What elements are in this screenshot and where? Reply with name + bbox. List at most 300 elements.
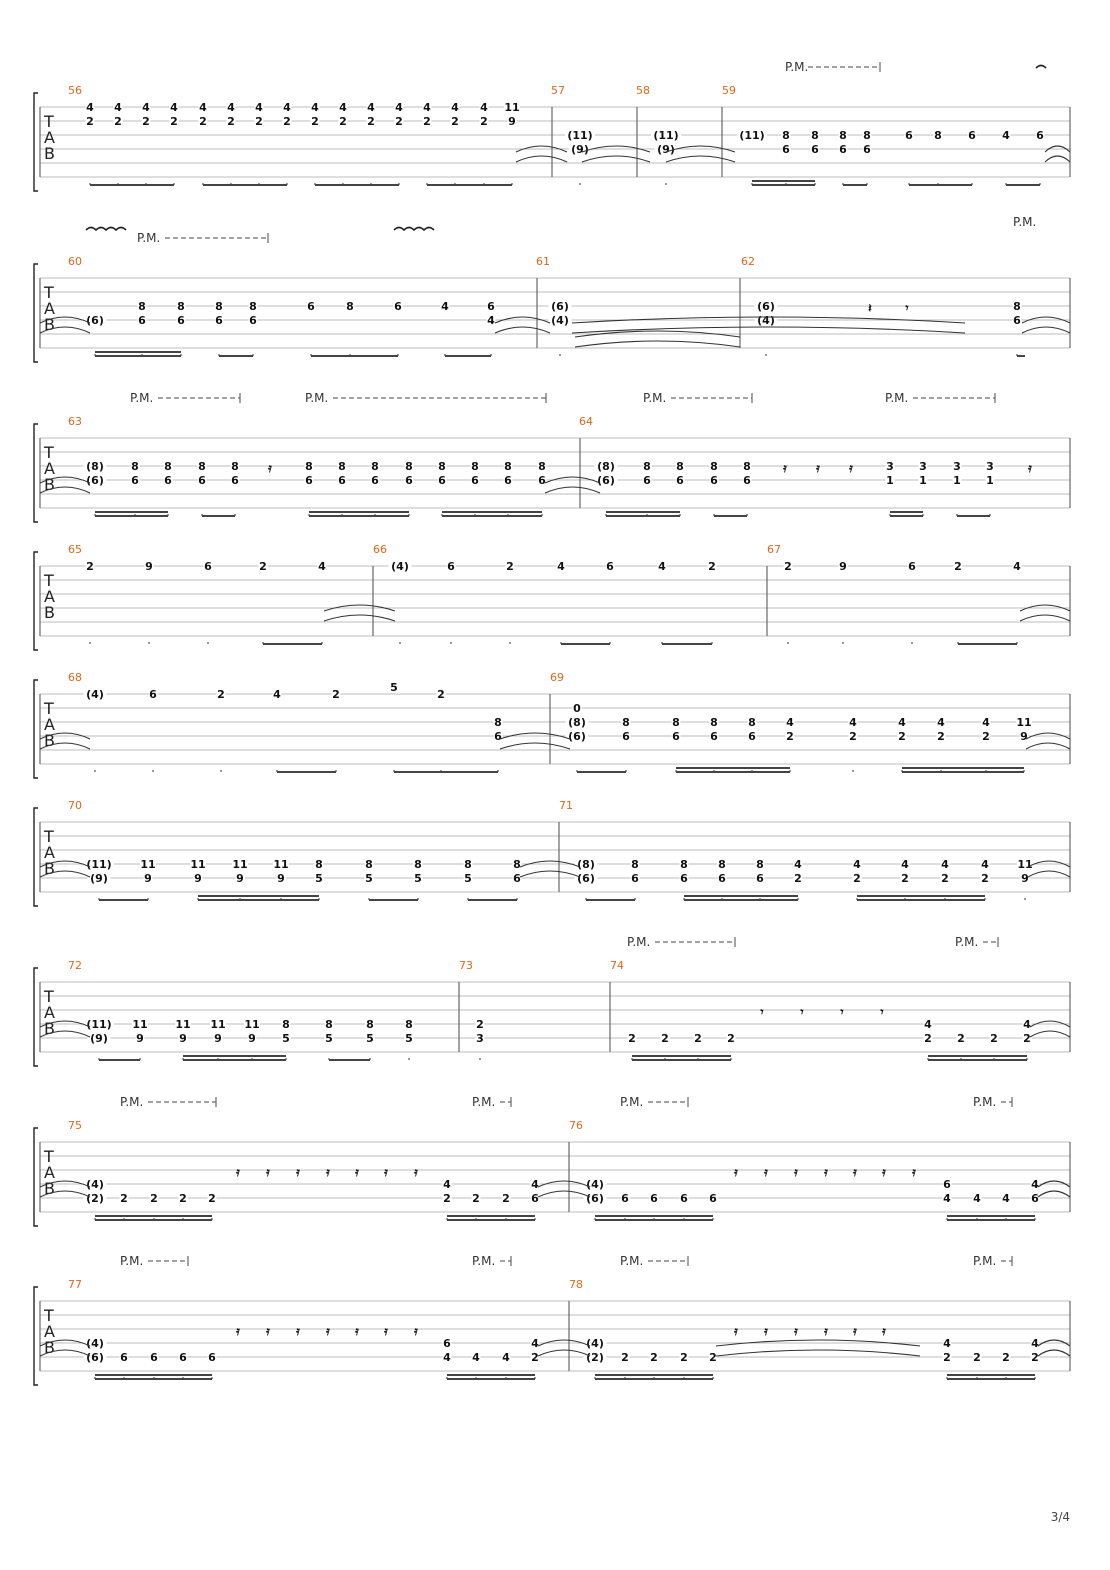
fret-number: 6 bbox=[504, 474, 512, 487]
fret-number: 4 bbox=[480, 101, 488, 114]
fret-number: 8 bbox=[710, 460, 718, 473]
fret-number: 4 bbox=[1031, 1178, 1039, 1191]
fret-number: 2 bbox=[502, 1192, 510, 1205]
fret-number: 6 bbox=[968, 129, 976, 142]
rest-symbol: 𝄿 bbox=[882, 1324, 886, 1338]
system-brace bbox=[34, 680, 38, 778]
tab-system bbox=[34, 543, 1070, 650]
fret-number: 8 bbox=[405, 1018, 413, 1031]
fret-number: 6 bbox=[621, 1192, 629, 1205]
rest-symbol: 𝄿 bbox=[764, 1165, 768, 1179]
fret-number: 8 bbox=[198, 460, 206, 473]
fret-number: (4) bbox=[86, 688, 104, 701]
fret-number: 2 bbox=[150, 1192, 158, 1205]
tab-clef-letter: T bbox=[44, 1147, 54, 1166]
fret-number: (6) bbox=[586, 1192, 604, 1205]
system-brace bbox=[34, 1287, 38, 1385]
rest-symbol: 𝄿 bbox=[853, 1165, 857, 1179]
fret-number: 5 bbox=[464, 872, 472, 885]
fret-number: 11 bbox=[244, 1018, 260, 1031]
fret-number: 8 bbox=[743, 460, 751, 473]
tab-clef-letter: B bbox=[44, 475, 55, 494]
fret-number: 4 bbox=[853, 858, 861, 871]
palm-mute-label: P.M. bbox=[785, 60, 809, 74]
palm-mute-label: P.M. bbox=[120, 1254, 144, 1268]
tab-clef-letter: A bbox=[44, 299, 55, 318]
fret-number: 4 bbox=[273, 688, 281, 701]
measure-number: 70 bbox=[68, 799, 82, 812]
fret-number: 4 bbox=[443, 1351, 451, 1364]
measure-number: 67 bbox=[767, 543, 781, 556]
fret-number: 8 bbox=[249, 300, 257, 313]
fret-number: (4) bbox=[86, 1337, 104, 1350]
fret-number: 8 bbox=[164, 460, 172, 473]
fret-number: 4 bbox=[943, 1337, 951, 1350]
fret-number: 11 bbox=[232, 858, 248, 871]
fret-number: 8 bbox=[471, 460, 479, 473]
tie-arc bbox=[1038, 1191, 1070, 1197]
fret-number: 6 bbox=[676, 474, 684, 487]
fret-number: 2 bbox=[709, 1351, 717, 1364]
fret-number: 1 bbox=[953, 474, 961, 487]
fret-number: 9 bbox=[144, 872, 152, 885]
fret-number: 8 bbox=[177, 300, 185, 313]
tie-arc bbox=[1030, 1031, 1070, 1037]
fret-number: 2 bbox=[506, 560, 514, 573]
fret-number: 6 bbox=[710, 474, 718, 487]
palm-mute-label: P.M. bbox=[472, 1254, 496, 1268]
fret-number: (11) bbox=[653, 129, 679, 142]
measure-number: 62 bbox=[741, 255, 755, 268]
palm-mute-label: P.M. bbox=[1013, 215, 1037, 229]
fret-number: (2) bbox=[586, 1351, 604, 1364]
fret-number: 2 bbox=[451, 115, 459, 128]
tab-clef-letter: T bbox=[44, 827, 54, 846]
rest-symbol: 𝄿 bbox=[236, 1324, 240, 1338]
tab-clef-letter: A bbox=[44, 587, 55, 606]
rest-symbol: 𝄽 bbox=[868, 301, 872, 315]
fret-number: 3 bbox=[953, 460, 961, 473]
fret-number: 4 bbox=[901, 858, 909, 871]
fret-number: 4 bbox=[423, 101, 431, 114]
rest-symbol: 𝄿 bbox=[266, 1324, 270, 1338]
fret-number: 4 bbox=[658, 560, 666, 573]
rest-symbol: 𝄾 bbox=[840, 1005, 844, 1019]
fret-number: 2 bbox=[694, 1032, 702, 1045]
fret-number: 4 bbox=[142, 101, 150, 114]
fret-number: 2 bbox=[786, 730, 794, 743]
rest-symbol: 𝄿 bbox=[882, 1165, 886, 1179]
fret-number: 1 bbox=[919, 474, 927, 487]
rest-symbol: 𝄿 bbox=[794, 1165, 798, 1179]
fret-number: 4 bbox=[924, 1018, 932, 1031]
tab-clef-letter: B bbox=[44, 144, 55, 163]
fret-number: 4 bbox=[283, 101, 291, 114]
fret-number: 4 bbox=[318, 560, 326, 573]
fret-number: 8 bbox=[305, 460, 313, 473]
tie-arc bbox=[1026, 743, 1070, 749]
fret-number: 8 bbox=[438, 460, 446, 473]
rest-symbol: 𝄿 bbox=[853, 1324, 857, 1338]
fret-number: 2 bbox=[208, 1192, 216, 1205]
fret-number: 4 bbox=[227, 101, 235, 114]
fret-number: 2 bbox=[259, 560, 267, 573]
fret-number: (8) bbox=[577, 858, 595, 871]
fret-number: 6 bbox=[782, 143, 790, 156]
fret-number: 2 bbox=[990, 1032, 998, 1045]
fret-number: (4) bbox=[586, 1178, 604, 1191]
fret-number: (6) bbox=[568, 730, 586, 743]
rest-symbol: 𝄾 bbox=[880, 1005, 884, 1019]
fret-number: 6 bbox=[811, 143, 819, 156]
fret-number: 4 bbox=[487, 314, 495, 327]
fret-number: (6) bbox=[86, 1351, 104, 1364]
fret-number: 9 bbox=[508, 115, 516, 128]
fret-number: 5 bbox=[405, 1032, 413, 1045]
tie-arc bbox=[1020, 615, 1070, 621]
fret-number: 6 bbox=[710, 730, 718, 743]
fret-number: (4) bbox=[391, 560, 409, 573]
fret-number: 2 bbox=[621, 1351, 629, 1364]
fret-number: 9 bbox=[145, 560, 153, 573]
fret-number: 8 bbox=[718, 858, 726, 871]
rest-symbol: 𝄿 bbox=[268, 461, 272, 475]
fret-number: 8 bbox=[676, 460, 684, 473]
fret-number: 2 bbox=[957, 1032, 965, 1045]
fret-number: 4 bbox=[531, 1337, 539, 1350]
fret-number: 4 bbox=[472, 1351, 480, 1364]
fret-number: 6 bbox=[606, 560, 614, 573]
fret-number: 4 bbox=[898, 716, 906, 729]
tab-clef-letter: T bbox=[44, 283, 54, 302]
fret-number: 6 bbox=[756, 872, 764, 885]
fret-number: 8 bbox=[131, 460, 139, 473]
measure-number: 56 bbox=[68, 84, 82, 97]
fret-number: 8 bbox=[934, 129, 942, 142]
fret-number: 2 bbox=[943, 1351, 951, 1364]
fret-number: (6) bbox=[86, 474, 104, 487]
fret-number: 5 bbox=[390, 681, 398, 694]
fret-number: 8 bbox=[215, 300, 223, 313]
fret-number: 2 bbox=[981, 872, 989, 885]
fret-number: 6 bbox=[438, 474, 446, 487]
rest-symbol: 𝄿 bbox=[764, 1324, 768, 1338]
fret-number: (6) bbox=[86, 314, 104, 327]
fret-number: 6 bbox=[1031, 1192, 1039, 1205]
fret-number: 6 bbox=[709, 1192, 717, 1205]
measure-number: 69 bbox=[550, 671, 564, 684]
palm-mute-label: P.M. bbox=[305, 391, 329, 405]
tie-arc bbox=[495, 327, 550, 333]
fret-number: (11) bbox=[86, 858, 112, 871]
rest-symbol: 𝄿 bbox=[296, 1165, 300, 1179]
fret-number: (6) bbox=[757, 300, 775, 313]
rest-symbol: 𝄿 bbox=[849, 461, 853, 475]
fret-number: 4 bbox=[255, 101, 263, 114]
fret-number: 2 bbox=[255, 115, 263, 128]
fret-number: 6 bbox=[177, 314, 185, 327]
fret-number: 2 bbox=[661, 1032, 669, 1045]
fret-number: 6 bbox=[149, 688, 157, 701]
rest-symbol: 𝄿 bbox=[734, 1165, 738, 1179]
fret-number: 2 bbox=[199, 115, 207, 128]
rest-symbol: 𝄿 bbox=[414, 1165, 418, 1179]
tie-arc bbox=[516, 156, 567, 162]
fret-number: 6 bbox=[307, 300, 315, 313]
fret-number: 8 bbox=[414, 858, 422, 871]
fret-number: 2 bbox=[1002, 1351, 1010, 1364]
fret-number: 6 bbox=[905, 129, 913, 142]
fret-number: 6 bbox=[680, 872, 688, 885]
fret-number: 8 bbox=[839, 129, 847, 142]
fret-number: 11 bbox=[190, 858, 206, 871]
fret-number: 4 bbox=[1013, 560, 1021, 573]
fret-number: 6 bbox=[513, 872, 521, 885]
tab-clef-letter: T bbox=[44, 443, 54, 462]
tab-system bbox=[34, 391, 1070, 522]
fret-number: 6 bbox=[908, 560, 916, 573]
tab-clef-letter: A bbox=[44, 715, 55, 734]
tie-arc bbox=[575, 341, 740, 347]
fret-number: 8 bbox=[756, 858, 764, 871]
tie-arc bbox=[1038, 1350, 1070, 1356]
rest-symbol: 𝄿 bbox=[384, 1165, 388, 1179]
fret-number: 2 bbox=[395, 115, 403, 128]
tab-clef-letter: B bbox=[44, 315, 55, 334]
fret-number: 9 bbox=[1020, 730, 1028, 743]
rest-symbol: 𝄿 bbox=[355, 1324, 359, 1338]
rest-symbol: 𝄿 bbox=[816, 461, 820, 475]
fret-number: 4 bbox=[973, 1192, 981, 1205]
fret-number: 4 bbox=[794, 858, 802, 871]
rest-symbol: 𝄾 bbox=[760, 1005, 764, 1019]
fret-number: 6 bbox=[394, 300, 402, 313]
tab-clef-letter: T bbox=[44, 1306, 54, 1325]
fret-number: 6 bbox=[643, 474, 651, 487]
fret-number: 2 bbox=[476, 1018, 484, 1031]
system-brace bbox=[34, 264, 38, 362]
fret-number: 2 bbox=[170, 115, 178, 128]
fret-number: 9 bbox=[839, 560, 847, 573]
measure-number: 63 bbox=[68, 415, 82, 428]
fret-number: 8 bbox=[315, 858, 323, 871]
fret-number: 8 bbox=[863, 129, 871, 142]
fret-number: 2 bbox=[179, 1192, 187, 1205]
fret-number: 2 bbox=[680, 1351, 688, 1364]
fret-number: 4 bbox=[1031, 1337, 1039, 1350]
fret-number: 8 bbox=[325, 1018, 333, 1031]
fret-number: 11 bbox=[1017, 858, 1033, 871]
fret-number: (11) bbox=[86, 1018, 112, 1031]
tab-clef-letter: T bbox=[44, 571, 54, 590]
measure-number: 77 bbox=[68, 1278, 82, 1291]
measure-number: 64 bbox=[579, 415, 593, 428]
fret-number: 4 bbox=[502, 1351, 510, 1364]
fret-number: 11 bbox=[273, 858, 289, 871]
fret-number: 9 bbox=[236, 872, 244, 885]
fret-number: 2 bbox=[311, 115, 319, 128]
fret-number: 2 bbox=[480, 115, 488, 128]
fret-number: 4 bbox=[937, 716, 945, 729]
vibrato-mark bbox=[394, 228, 434, 231]
fret-number: 6 bbox=[680, 1192, 688, 1205]
tab-system bbox=[34, 215, 1070, 362]
fret-number: 6 bbox=[650, 1192, 658, 1205]
fret-number: 5 bbox=[414, 872, 422, 885]
fret-number: (8) bbox=[86, 460, 104, 473]
tab-clef-letter: A bbox=[44, 1003, 55, 1022]
fret-number: 6 bbox=[131, 474, 139, 487]
fret-number: 6 bbox=[718, 872, 726, 885]
fret-number: 9 bbox=[248, 1032, 256, 1045]
fret-number: 6 bbox=[138, 314, 146, 327]
tab-clef-letter: B bbox=[44, 859, 55, 878]
rest-symbol: 𝄿 bbox=[236, 1165, 240, 1179]
fret-number: 9 bbox=[277, 872, 285, 885]
tab-clef-letter: B bbox=[44, 731, 55, 750]
fret-number: 6 bbox=[748, 730, 756, 743]
fret-number: 2 bbox=[941, 872, 949, 885]
fret-number: 2 bbox=[423, 115, 431, 128]
fret-number: 2 bbox=[973, 1351, 981, 1364]
fret-number: 2 bbox=[1031, 1351, 1039, 1364]
fret-number: (11) bbox=[567, 129, 593, 142]
fret-number: 2 bbox=[86, 560, 94, 573]
fret-number: 8 bbox=[282, 1018, 290, 1031]
fret-number: 5 bbox=[315, 872, 323, 885]
fret-number: 1 bbox=[986, 474, 994, 487]
fret-number: 8 bbox=[631, 858, 639, 871]
fret-number: 8 bbox=[346, 300, 354, 313]
fret-number: 6 bbox=[249, 314, 257, 327]
fret-number: 8 bbox=[710, 716, 718, 729]
fret-number: 8 bbox=[1013, 300, 1021, 313]
tab-system bbox=[34, 60, 1070, 191]
fret-number: 4 bbox=[1023, 1018, 1031, 1031]
fret-number: 4 bbox=[443, 1178, 451, 1191]
fret-number: 6 bbox=[863, 143, 871, 156]
fret-number: 4 bbox=[339, 101, 347, 114]
fret-number: 0 bbox=[573, 702, 581, 715]
fret-number: 8 bbox=[622, 716, 630, 729]
fret-number: 4 bbox=[557, 560, 565, 573]
fret-number: (8) bbox=[597, 460, 615, 473]
measure-number: 75 bbox=[68, 1119, 82, 1132]
fret-number: 9 bbox=[179, 1032, 187, 1045]
fret-number: 4 bbox=[451, 101, 459, 114]
fret-number: 6 bbox=[164, 474, 172, 487]
fret-number: 4 bbox=[982, 716, 990, 729]
fret-number: 11 bbox=[132, 1018, 148, 1031]
fret-number: (8) bbox=[568, 716, 586, 729]
fret-number: 11 bbox=[504, 101, 520, 114]
fret-number: 8 bbox=[504, 460, 512, 473]
tie-arc bbox=[545, 487, 600, 493]
tie-arc bbox=[1028, 871, 1070, 877]
rest-symbol: 𝄿 bbox=[783, 461, 787, 475]
fret-number: (9) bbox=[90, 1032, 108, 1045]
fret-number: 2 bbox=[217, 688, 225, 701]
fret-number: 2 bbox=[531, 1351, 539, 1364]
fret-number: 4 bbox=[1002, 129, 1010, 142]
fret-number: 4 bbox=[367, 101, 375, 114]
fret-number: 8 bbox=[366, 1018, 374, 1031]
fret-number: 2 bbox=[227, 115, 235, 128]
fret-number: (4) bbox=[86, 1178, 104, 1191]
fret-number: 8 bbox=[494, 716, 502, 729]
fret-number: 6 bbox=[204, 560, 212, 573]
fret-number: 9 bbox=[214, 1032, 222, 1045]
fret-number: 6 bbox=[943, 1178, 951, 1191]
fret-number: 6 bbox=[622, 730, 630, 743]
fret-number: 6 bbox=[1036, 129, 1044, 142]
fret-number: 11 bbox=[210, 1018, 226, 1031]
fret-number: 3 bbox=[886, 460, 894, 473]
fret-number: 8 bbox=[538, 460, 546, 473]
tab-clef-letter: A bbox=[44, 1163, 55, 1182]
fret-number: 3 bbox=[986, 460, 994, 473]
fret-number: 6 bbox=[338, 474, 346, 487]
measure-number: 72 bbox=[68, 959, 82, 972]
fret-number: (6) bbox=[577, 872, 595, 885]
fret-number: 6 bbox=[471, 474, 479, 487]
fret-number: 8 bbox=[782, 129, 790, 142]
fret-number: 8 bbox=[643, 460, 651, 473]
tab-clef-letter: B bbox=[44, 1338, 55, 1357]
tab-clef-letter: A bbox=[44, 459, 55, 478]
palm-mute-label: P.M. bbox=[643, 391, 667, 405]
system-brace bbox=[34, 424, 38, 522]
fret-number: (4) bbox=[551, 314, 569, 327]
fret-number: 4 bbox=[1002, 1192, 1010, 1205]
fret-number: (4) bbox=[757, 314, 775, 327]
tab-clef-letter: A bbox=[44, 1322, 55, 1341]
palm-mute-label: P.M. bbox=[472, 1095, 496, 1109]
fret-number: (2) bbox=[86, 1192, 104, 1205]
rest-symbol: 𝄿 bbox=[266, 1165, 270, 1179]
fret-number: 6 bbox=[179, 1351, 187, 1364]
fret-number: (9) bbox=[571, 143, 589, 156]
fret-number: 4 bbox=[786, 716, 794, 729]
fret-number: 4 bbox=[311, 101, 319, 114]
vibrato-mark bbox=[1036, 66, 1046, 69]
fret-number: 2 bbox=[924, 1032, 932, 1045]
tab-clef-letter: B bbox=[44, 603, 55, 622]
fret-number: 9 bbox=[194, 872, 202, 885]
fret-number: 2 bbox=[853, 872, 861, 885]
tab-system bbox=[34, 935, 1070, 1066]
fret-number: 8 bbox=[338, 460, 346, 473]
tab-system bbox=[34, 1254, 1070, 1385]
fret-number: 2 bbox=[784, 560, 792, 573]
fret-number: (4) bbox=[586, 1337, 604, 1350]
fret-number: 6 bbox=[631, 872, 639, 885]
rest-symbol: 𝄿 bbox=[1028, 461, 1032, 475]
tab-clef-letter: T bbox=[44, 987, 54, 1006]
fret-number: 6 bbox=[531, 1192, 539, 1205]
fret-number: 2 bbox=[283, 115, 291, 128]
measure-number: 59 bbox=[722, 84, 736, 97]
system-brace bbox=[34, 968, 38, 1066]
measure-number: 58 bbox=[636, 84, 650, 97]
fret-number: 6 bbox=[443, 1337, 451, 1350]
rest-symbol: 𝄿 bbox=[326, 1324, 330, 1338]
measure-number: 68 bbox=[68, 671, 82, 684]
palm-mute-label: P.M. bbox=[955, 935, 979, 949]
fret-number: 9 bbox=[1021, 872, 1029, 885]
fret-number: 4 bbox=[943, 1192, 951, 1205]
fret-number: 3 bbox=[919, 460, 927, 473]
